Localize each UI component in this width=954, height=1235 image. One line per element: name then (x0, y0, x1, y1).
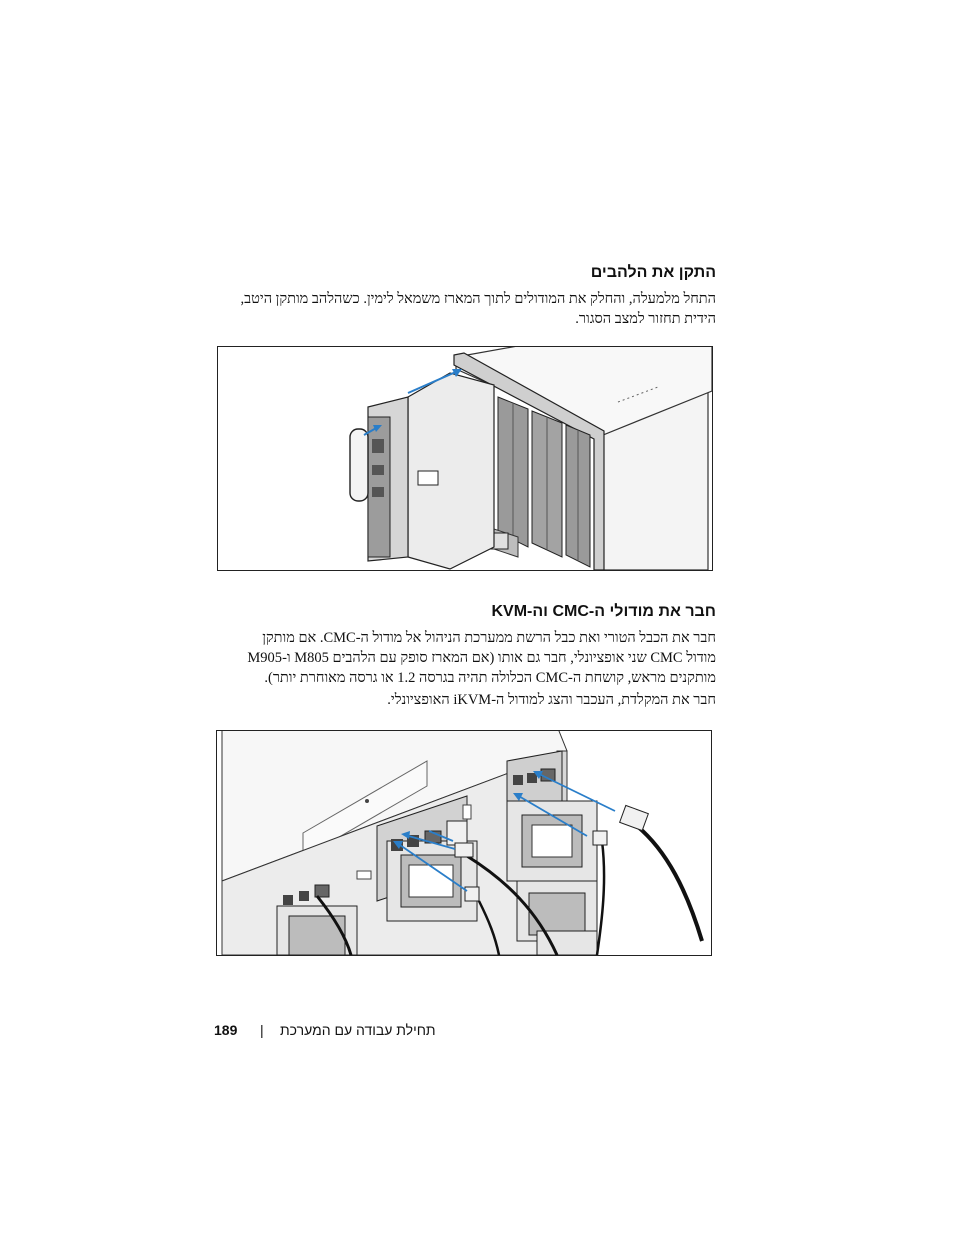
paragraph-line: הידית תחזור למצב הסגור. (575, 311, 716, 327)
paragraph-line: התחל מלמעלה, והחלק את המודולים לתוך המארז משמאל לימין. כשהלהב מותקן היטב, (240, 291, 716, 307)
paragraph-install-blades (216, 289, 716, 329)
section-heading-install-blades: התקן את הלהבים (590, 264, 716, 281)
cmc-kvm-illustration (217, 731, 711, 955)
paragraph-connect-ikvm (216, 690, 716, 710)
footer-chapter-title: תחילת עבודה עם המערכת (280, 1022, 436, 1038)
paragraph-line: מותקנים מראש, קושחת ה-CMC הכלולה תהיה בגרסה 1.2 או גרסה מאוחרת יותר). (264, 670, 716, 686)
figure-blade-installation (217, 346, 713, 571)
footer-separator: | (260, 1022, 264, 1038)
section-heading-connect-cmc-kvm: חבר את מודולי ה-CMC וה-KVM (491, 603, 716, 620)
paragraph-connect-cmc-kvm (216, 628, 716, 688)
blade-installation-illustration (218, 347, 712, 570)
figure-cmc-kvm-connection (216, 730, 712, 956)
page-number: 189 (214, 1022, 238, 1038)
paragraph-line: מודול CMC שני אופציונלי, חבר גם אותו (אם המארז סופק עם הלהבים M805 ו-M905 (247, 650, 716, 666)
paragraph-line: חבר את המקלדת, העכבר והצג למודול ה-iKVM האופציונלי. (387, 692, 716, 708)
paragraph-line: חבר את הכבל הטורי ואת כבל הרשת ממערכת הניהול אל מודול ה-CMC. אם מותקן (262, 630, 716, 646)
